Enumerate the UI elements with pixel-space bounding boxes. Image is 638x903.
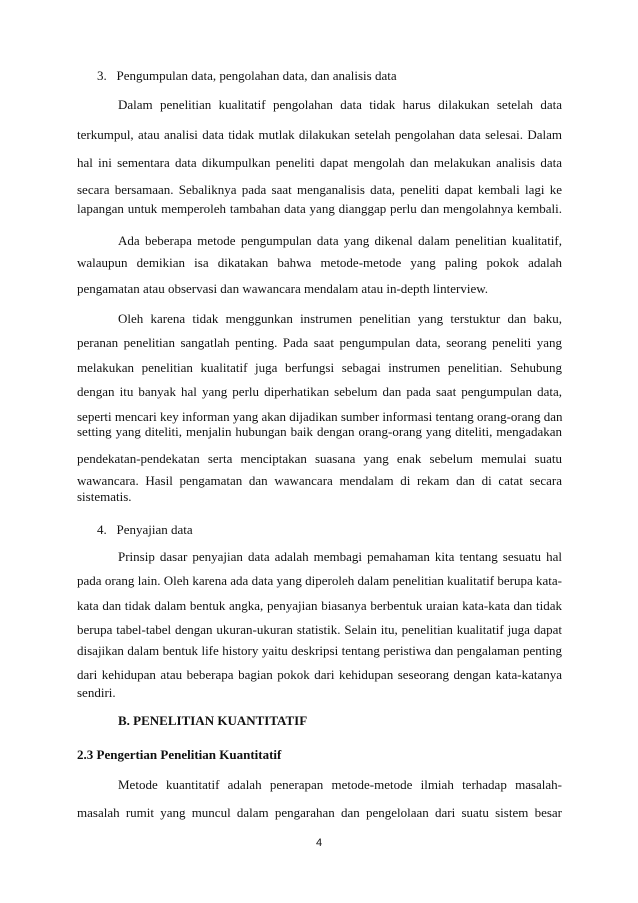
paragraph-line: Metode kuantitatif adalah penerapan metode-metode ilmiah terhadap masalah- bbox=[118, 777, 562, 792]
paragraph-line: pendekatan-pendekatan serta menciptakan suasana yang enak sebelum memulai suatu bbox=[77, 451, 562, 466]
paragraph-line: melakukan penelitian kualitatif juga berfungsi sebagai instrumen penelitian. Sehubung bbox=[77, 360, 562, 375]
list-item-text: Pengumpulan data, pengolahan data, dan analisis data bbox=[116, 68, 397, 83]
section-heading: B. PENELITIAN KUANTITATIF bbox=[118, 713, 308, 728]
paragraph-line: sistematis. bbox=[77, 489, 132, 504]
paragraph-line: lapangan untuk memperoleh tambahan data yang dianggap perlu dan mengolahnya kembali. bbox=[77, 201, 562, 216]
list-item-4 bbox=[97, 522, 193, 538]
paragraph-line: dari kehidupan atau beberapa bagian pokok dari kehidupan seseorang dengan kata-katanya bbox=[77, 667, 562, 682]
paragraph-line: pada orang lain. Oleh karena ada data yang diperoleh dalam penelitian kualitatif berupa kata- bbox=[77, 573, 562, 588]
paragraph-line: setting yang diteliti, menjalin hubungan baik dengan orang-orang yang diteliti, mengadakan bbox=[77, 424, 562, 439]
paragraph-line: Oleh karena tidak menggunkan instrumen penelitian yang terstuktur dan baku, bbox=[118, 311, 562, 326]
subsection-heading: 2.3 Pengertian Penelitian Kuantitatif bbox=[77, 747, 282, 762]
paragraph-line: wawancara. Hasil pengamatan dan wawancara mendalam di rekam dan di catat secara bbox=[77, 473, 562, 488]
paragraph-line: Dalam penelitian kualitatif pengolahan data tidak harus dilakukan setelah data bbox=[118, 97, 562, 112]
paragraph-line: disajikan dalam bentuk life history yaitu deskripsi tentang peristiwa dan pengalaman penting bbox=[77, 643, 562, 658]
paragraph-line: kata dan tidak dalam bentuk angka, penyajian biasanya berbentuk uraian kata-kata dan tidak bbox=[77, 598, 562, 613]
paragraph-line: Prinsip dasar penyajian data adalah membagi pemahaman kita tentang sesuatu hal bbox=[118, 549, 562, 564]
paragraph-line: seperti mencari key informan yang akan dijadikan sumber informasi tentang orang-orang dan bbox=[77, 409, 563, 424]
paragraph-line: berupa tabel-tabel dengan ukuran-ukuran statistik. Selain itu, penelitian kualitatif juga dapat bbox=[77, 622, 562, 637]
page-number: 4 bbox=[315, 837, 323, 849]
paragraph-line: secara bersamaan. Sebaliknya pada saat menganalisis data, peneliti dapat kembali lagi ke bbox=[77, 182, 562, 197]
paragraph-line: peranan penelitian sangatlah penting. Pada saat pengumpulan data, seorang peneliti yang bbox=[77, 335, 562, 350]
paragraph-line: masalah rumit yang muncul dalam pengarahan dan pengelolaan dari suatu sistem besar bbox=[77, 805, 562, 820]
paragraph-line: sendiri. bbox=[77, 685, 116, 700]
paragraph-line: terkumpul, atau analisi data tidak mutlak dilakukan setelah pengolahan data selesai. Dalam bbox=[77, 127, 562, 142]
list-number: 3. bbox=[97, 68, 107, 83]
list-number: 4. bbox=[97, 522, 107, 537]
paragraph-line: pengamatan atau observasi dan wawancara mendalam atau in-depth linterview. bbox=[77, 281, 489, 296]
paragraph-line: Ada beberapa metode pengumpulan data yang dikenal dalam penelitian kualitatif, bbox=[118, 233, 562, 248]
list-item-3 bbox=[97, 68, 397, 84]
paragraph-line: walaupun demikian isa dikatakan bahwa metode-metode yang paling pokok adalah bbox=[77, 255, 562, 270]
paragraph-line: dengan itu banyak hal yang perlu diperhatikan sebelum dan pada saat pengumpulan data, bbox=[77, 384, 562, 399]
list-item-text: Penyajian data bbox=[116, 522, 193, 537]
paragraph-line: hal ini sementara data dikumpulkan peneliti dapat mengolah dan melakukan analisis data bbox=[77, 155, 562, 170]
